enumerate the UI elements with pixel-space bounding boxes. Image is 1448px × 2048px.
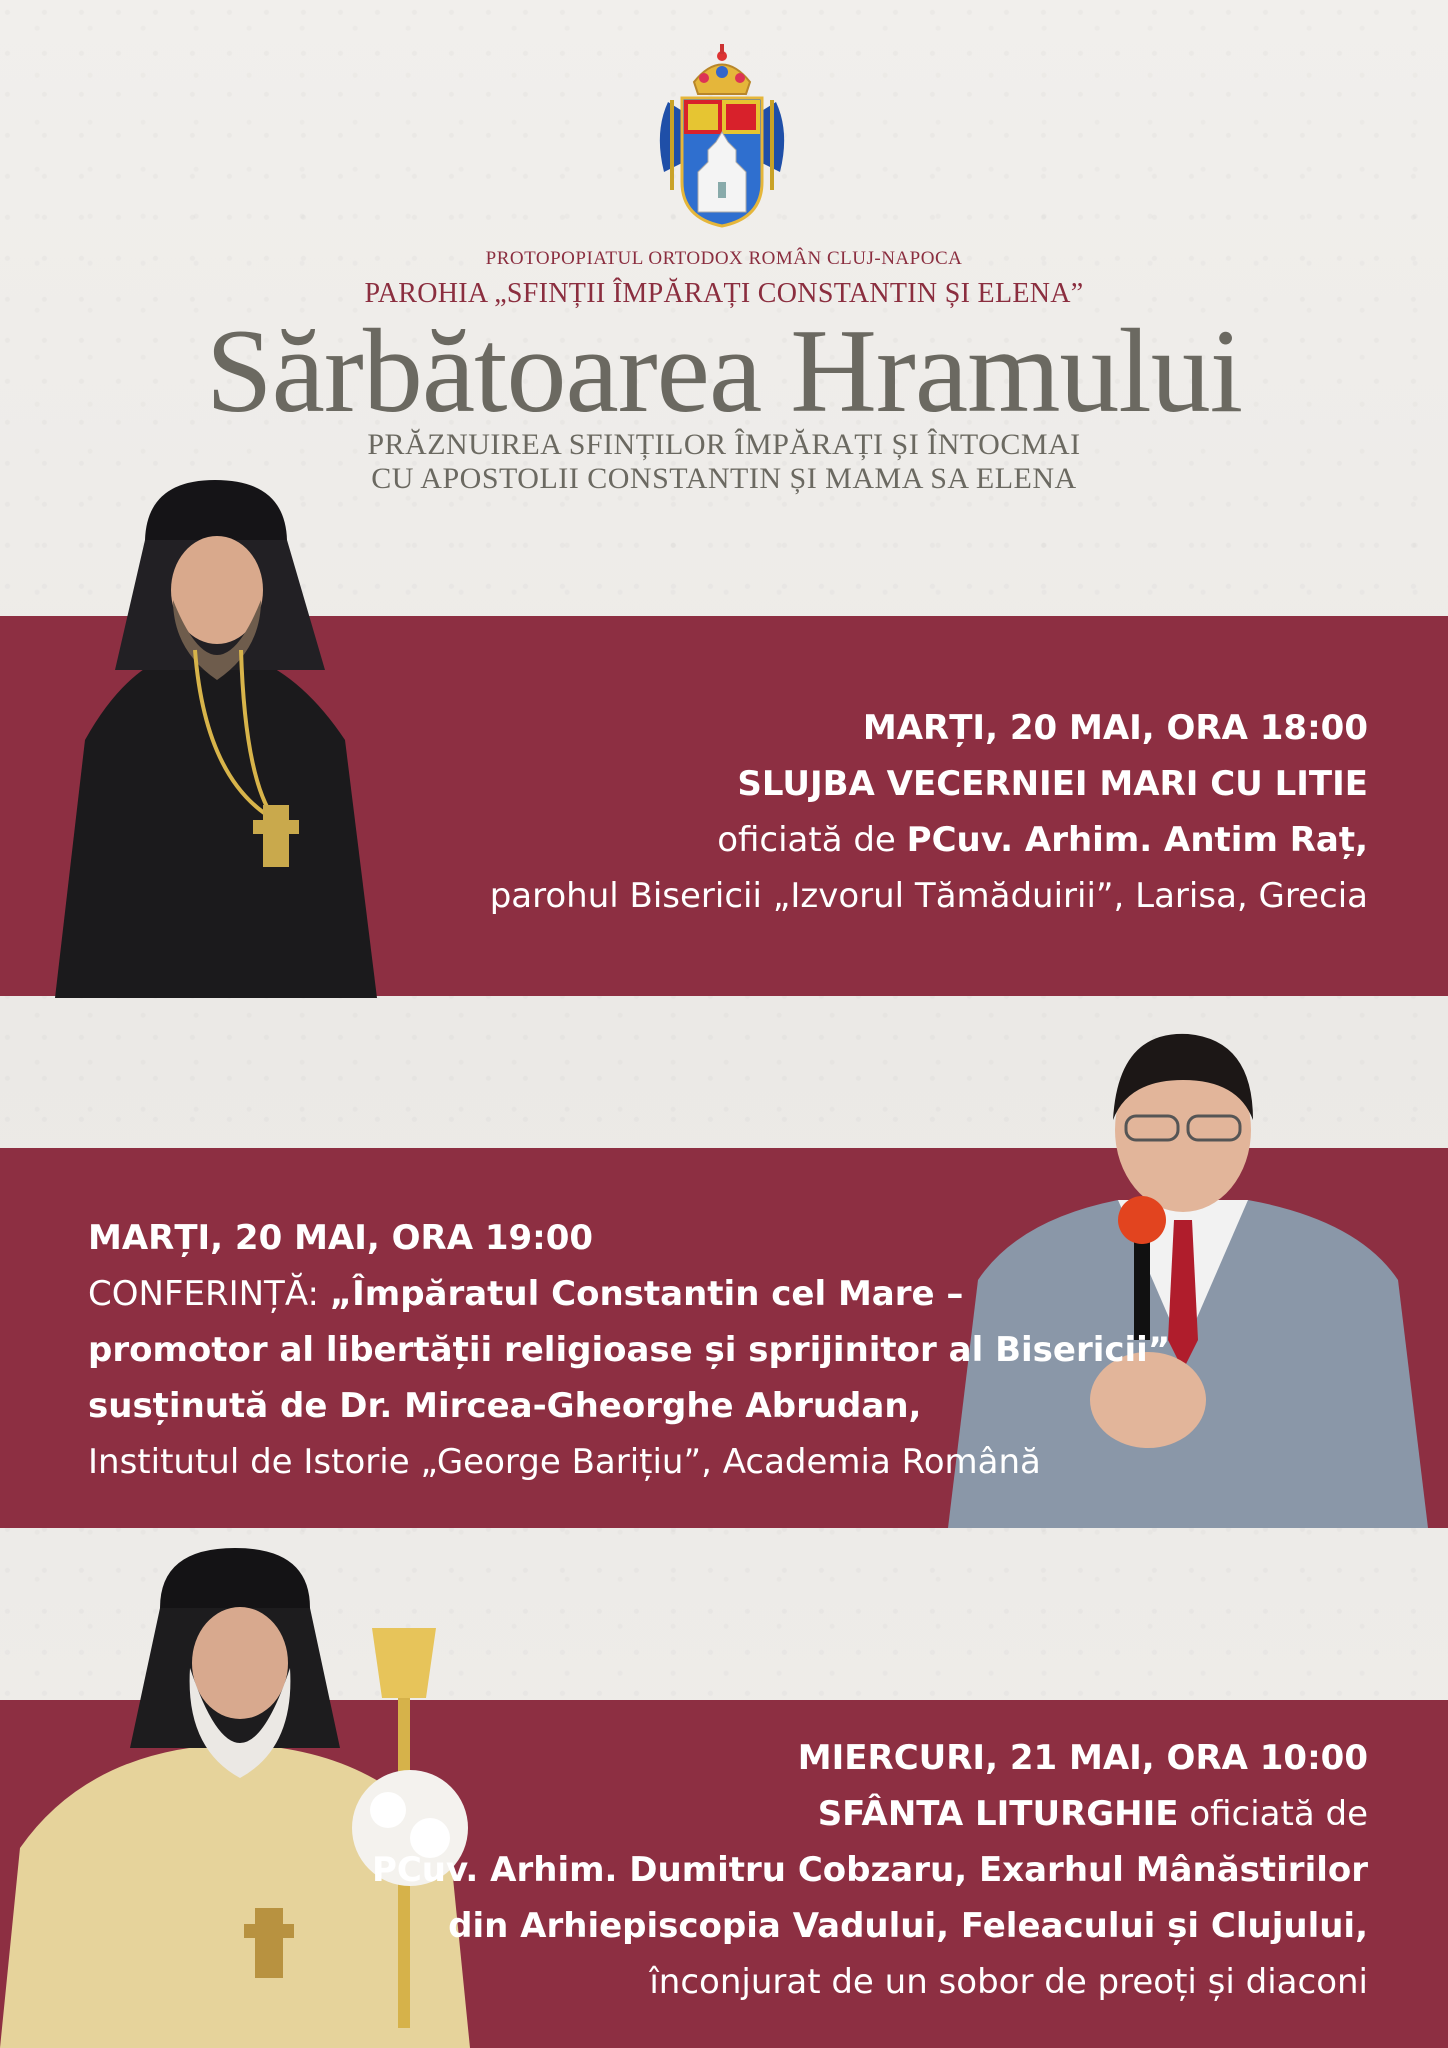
event-1-officiant-role: parohul Bisericii „Izvorul Tămăduirii”, Larisa, Grecia: [489, 876, 1368, 916]
event-2-institution: Institutul de Istorie „George Barițiu”, Academia Română: [88, 1442, 1041, 1482]
event-2-datetime: MARȚI, 20 MAI, ORA 19:00: [88, 1218, 594, 1258]
event-1-officiant-name: PCuv. Arhim. Antim Raț,: [906, 820, 1368, 860]
subtitle-line-1: PRĂZNUIREA SFINȚILOR ÎMPĂRAȚI ȘI ÎNTOCMAI: [367, 428, 1081, 461]
priest-portrait-3: [0, 1548, 500, 2048]
event-3-officiant-role: din Arhiepiscopia Vadului, Feleacului și Clujului,: [448, 1906, 1368, 1946]
event-3-service-suffix: oficiată de: [1178, 1794, 1368, 1834]
page-title: Sărbătoarea Hramului: [205, 304, 1243, 437]
event-3-officiant: PCuv. Arhim. Dumitru Cobzaru, Exarhul Mânăstirilor: [371, 1850, 1368, 1890]
event-1-title: SLUJBA VECERNIEI MARI CU LITIE: [737, 764, 1368, 804]
event-3-datetime: MIERCURI, 21 MAI, ORA 10:00: [797, 1738, 1368, 1778]
event-1-officiant-prefix: oficiată de: [717, 820, 907, 860]
event-3-service: [818, 1786, 1368, 1842]
priest-portrait-1: [55, 480, 385, 998]
deanery-heading: PROTOPOPIATUL ORTODOX ROMÂN CLUJ-NAPOCA: [485, 248, 963, 269]
event-2-conference-label: CONFERINȚĂ:: [88, 1274, 330, 1314]
event-3-clergy: înconjurat de un sobor de preoți și diaconi: [649, 1962, 1368, 2002]
event-2-conference-title-cont: promotor al libertății religioase și sprijinitor al Bisericii”: [88, 1330, 1171, 1370]
event-2-conference: [88, 1266, 963, 1322]
event-1-datetime: MARȚI, 20 MAI, ORA 18:00: [862, 708, 1368, 748]
event-3-service-title: SFÂNTA LITURGHIE: [817, 1794, 1179, 1834]
subtitle-line-2: CU APOSTOLII CONSTANTIN ȘI MAMA SA ELENA: [371, 462, 1077, 495]
parish-heading: PAROHIA „SFINȚII ÎMPĂRAȚI CONSTANTIN ȘI ELENA”: [364, 278, 1084, 309]
event-1-officiant: [717, 812, 1368, 868]
coat-of-arms-logo: [654, 42, 790, 232]
event-2-conference-title: „Împăratul Constantin cel Mare –: [329, 1274, 964, 1314]
event-2-speaker: susținută de Dr. Mircea-Gheorghe Abrudan,: [88, 1386, 922, 1426]
